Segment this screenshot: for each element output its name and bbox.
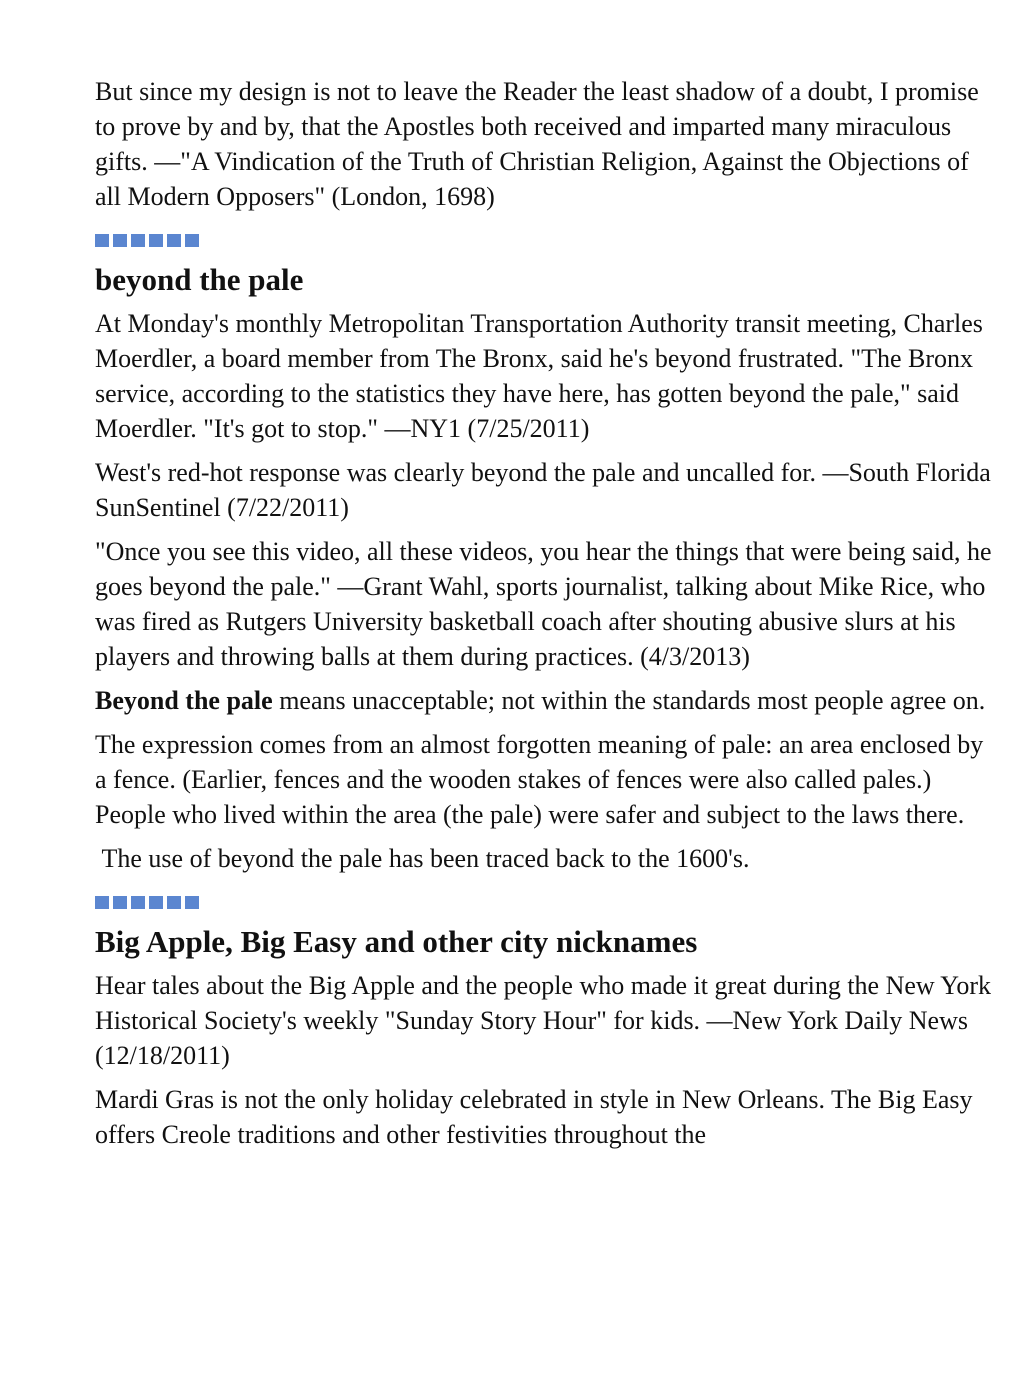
separator-square	[167, 234, 181, 247]
section-separator	[95, 234, 995, 250]
entry-title-city-nicknames: Big Apple, Big Easy and other city nicknames	[95, 924, 698, 959]
definition	[95, 683, 995, 718]
separator-square	[131, 234, 145, 247]
separator-square	[167, 896, 181, 909]
separator-square	[149, 234, 163, 247]
separator-square	[185, 234, 199, 247]
separator-square	[113, 234, 127, 247]
definition-text: means unacceptable; not within the standards most people agree on.	[272, 686, 986, 715]
definition-term: Beyond the pale	[95, 686, 273, 715]
separator-square	[113, 896, 127, 909]
separator-square	[149, 896, 163, 909]
document-page	[95, 74, 995, 1161]
origin-paragraph: The expression comes from an almost forgotten meaning of pale: an area enclosed by a fence. (Earlier, fences and the wooden stakes of fences were also called pales.) People who lived within the area (the pale) were safer and subject to the laws there.	[95, 730, 984, 829]
entry-title-beyond-the-pale: beyond the pale	[95, 262, 304, 297]
separator-square	[95, 234, 109, 247]
separator-square	[185, 896, 199, 909]
intro-quote: But since my design is not to leave the Reader the least shadow of a doubt, I promise to prove by and by, that the Apostles both received and imparted many miraculous gifts. —"A Vindication of the Truth of Christian Religion, Against the Objections of all Modern Opposers" (London, 1698)	[95, 77, 979, 211]
quote-grant-wahl: "Once you see this video, all these videos, you hear the things that were being said, he goes beyond the pale." —Grant Wahl, sports journalist, talking about Mike Rice, who was fired as Rutgers University basketball coach after shouting abusive slurs at his players and throwing balls at them during practices. (4/3/2013)	[95, 537, 992, 671]
history-paragraph: The use of beyond the pale has been traced back to the 1600's.	[95, 844, 750, 873]
quote-daily-news: Hear tales about the Big Apple and the people who made it great during the New York Historical Society's weekly "Sunday Story Hour" for kids. —New York Daily News (12/18/2011)	[95, 971, 992, 1070]
quote-sunsentinel: West's red-hot response was clearly beyond the pale and uncalled for. —South Florida SunSentinel (7/22/2011)	[95, 458, 991, 522]
quote-nyt: At Monday's monthly Metropolitan Transportation Authority transit meeting, Charles Moerdler, a board member from The Bronx, said he's beyond frustrated. "The Bronx service, according to the statistics they have here, has gotten beyond the pale," said Moerdler. "It's got to stop." —NY1 (7/25/2011)	[95, 309, 983, 443]
quote-mardi-gras: Mardi Gras is not the only holiday celebrated in style in New Orleans. The Big Easy offers Creole traditions and other festivities throughout the	[95, 1085, 973, 1149]
separator-square	[95, 896, 109, 909]
section-separator	[95, 896, 995, 912]
separator-square	[131, 896, 145, 909]
